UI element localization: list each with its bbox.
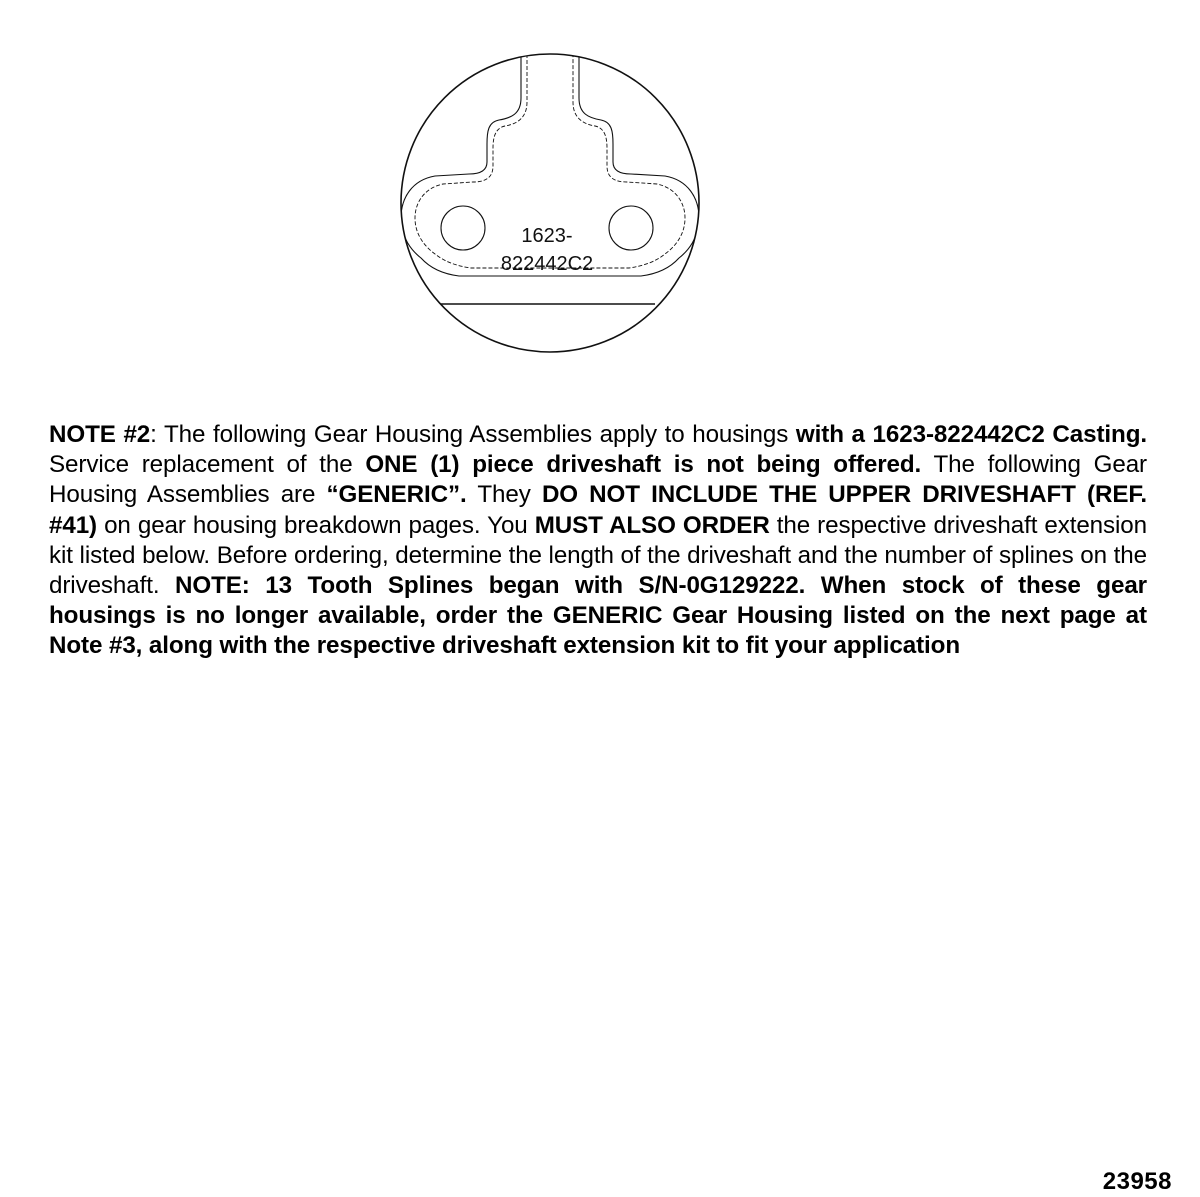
casting-number-line2: 822442C2 — [500, 253, 594, 275]
note-text: They — [466, 481, 542, 509]
bolt-hole-left — [441, 206, 485, 250]
figure-number: 23958 — [1102, 1168, 1172, 1195]
note-text: : The following Gear Housing Assemblies apply to housings — [150, 421, 796, 448]
note-text: The following Gear Housing Assemblies are — [49, 451, 1147, 509]
casting-detail-drawing — [395, 48, 705, 358]
note-emphasis-text: ONE (1) piece driveshaft is not being offered. — [365, 451, 922, 479]
note-emphasis-text: NOTE: 13 Tooth Splines began with S/N-0G129222. When stock of these gear housings is no longer available, order the GENERIC Gear Housing listed on the next page at Note #3, along with the respective driveshaft extension kit to fit your application — [49, 572, 1147, 660]
note-emphasis-text: “GENERIC”. — [326, 481, 467, 509]
casting-number-line1: 1623- — [521, 225, 573, 247]
note-text: the respective driveshaft extension kit listed below. Before ordering, determine the length of the driveshaft and the number of splines on the driveshaft. — [49, 511, 1148, 600]
note-emphasis-text: NOTE #2 — [49, 421, 151, 448]
note-text: Service replacement of the — [49, 451, 366, 479]
magnifier-circle — [401, 54, 699, 352]
note-emphasis-text: MUST ALSO ORDER — [534, 511, 770, 539]
note-emphasis-text: DO NOT INCLUDE THE UPPER DRIVESHAFT (REF. #41) — [49, 481, 1147, 539]
note-text: on gear housing breakdown pages. You — [97, 511, 535, 539]
casting-detail-illustration — [395, 48, 705, 358]
note-paragraph — [49, 420, 1147, 662]
bolt-hole-right — [609, 206, 653, 250]
note-emphasis-text: with a 1623-822442C2 Casting. — [795, 421, 1147, 448]
